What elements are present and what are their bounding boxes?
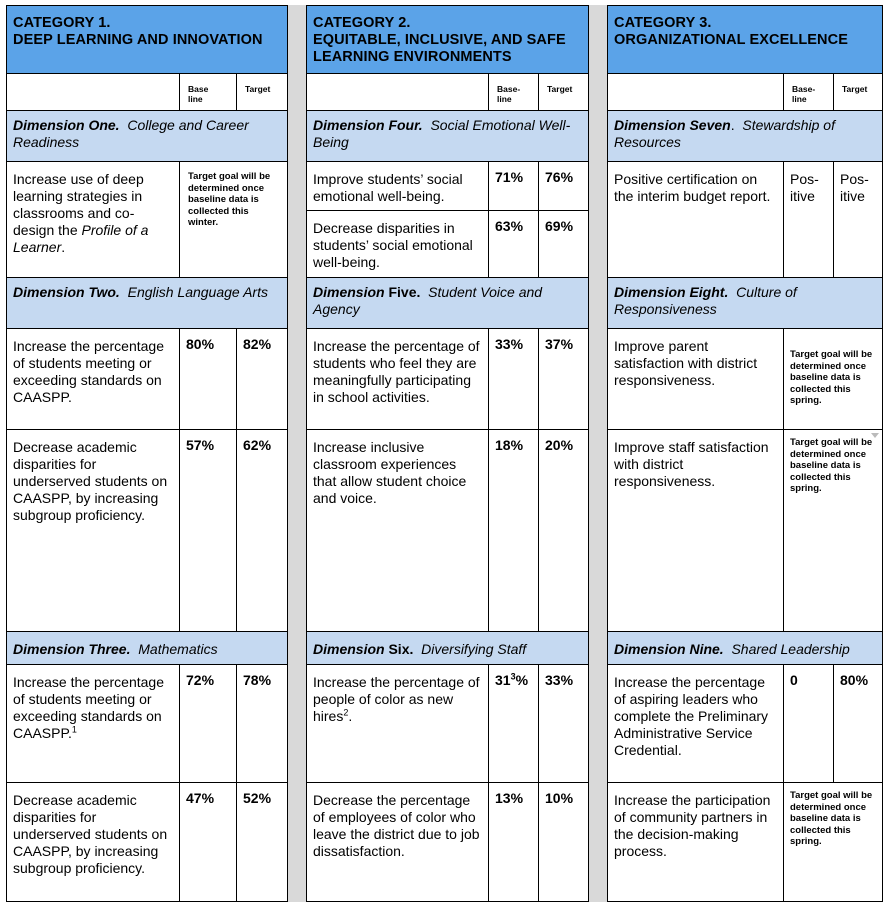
goal-text: Increase the percentage of aspiring leaders who complete the Preliminary Administrative Service Credential. [607,664,784,783]
cat2-target-column-header: Target [538,73,589,111]
goal-target: 52% [236,782,288,902]
goal-target-note: Target goal will be determined once baseline data is collected this spring. [783,328,883,430]
dimension-five-heading: Dimension Five. Student Voice and Agency [306,277,589,329]
goal-target-note: Target goal will be determined once baseline data is collected this winter. [179,161,288,278]
goal-baseline: 63% [488,210,539,278]
category-2-header: CATEGORY 2. EQUITABLE, INCLUSIVE, AND SAFE LEARNING ENVIRONMENTS [306,5,589,74]
goal-target: 33% [538,664,589,783]
dimension-four-heading: Dimension Four. Social Emotional Well-Being [306,110,589,162]
goal-target: 20% [538,429,589,632]
goal-target: 80% [833,664,883,783]
goal-baseline: 18% [488,429,539,632]
goal-baseline: Pos- itive [783,161,834,278]
goal-baseline: 33% [488,328,539,430]
goal-text: Decrease academic disparities for underserved students on CAASPP, by increasing subgroup proficiency. [6,429,180,632]
cat1-baseline-column-header: Base line [179,73,237,111]
cat3-baseline-column-header: Base- line [783,73,834,111]
cat3-target-column-header: Target [833,73,883,111]
category-1-header: CATEGORY 1. DEEP LEARNING AND INNOVATION [6,5,288,74]
goal-text: Decrease academic disparities for underserved students on CAASPP, by increasing subgroup proficiency. [6,782,180,902]
goal-baseline: 0 [783,664,834,783]
dimension-seven-heading: Dimension Seven. Stewardship of Resources [607,110,883,162]
goal-target: 69% [538,210,589,278]
goal-text: Positive certification on the interim budget report. [607,161,784,278]
cat1-column-header-blank [6,73,180,111]
goal-text: Increase use of deep learning strategies in classrooms and co-design the Profile of a Learner. [6,161,180,278]
goal-baseline: 13% [488,782,539,902]
goal-text: Increase the percentage of students who feel they are meaningfully participating in school activities. [306,328,489,430]
goal-text: Increase the percentage of students meeting or exceeding standards on CAASPP. [6,328,180,430]
goal-text: Improve staff satisfaction with district responsiveness. [607,429,784,632]
goal-target-note: Target goal will be determined once baseline data is collected this spring. [783,782,883,902]
goal-text: Improve parent satisfaction with district responsiveness. [607,328,784,430]
goal-text: Increase the percentage of students meeting or exceeding standards on CAASPP.$^1$ [6,664,180,783]
dropdown-corner-icon[interactable] [871,433,879,438]
cat2-baseline-column-header: Base- line [488,73,539,111]
goal-target: 78% [236,664,288,783]
goal-text: Increase the participation of community partners in the decision-making process. [607,782,784,902]
goal-target: 76% [538,161,589,211]
goal-baseline: $31^3\%$ [488,664,539,783]
goal-baseline: 57% [179,429,237,632]
dimension-two-heading: Dimension Two. English Language Arts [6,277,288,329]
goal-target: 82% [236,328,288,430]
goal-text: Increase the percentage of people of color as new hires$^2$. [306,664,489,783]
cat3-column-header-blank [607,73,784,111]
goal-target: 37% [538,328,589,430]
goal-target: 62% [236,429,288,632]
column-separator-1 [288,5,306,902]
dimension-one-heading: Dimension One. College and Career Readiness [6,110,288,162]
cat1-target-column-header: Target [236,73,288,111]
goal-baseline: 71% [488,161,539,211]
goal-baseline: 72% [179,664,237,783]
goal-baseline: 80% [179,328,237,430]
goal-target-note: Target goal will be determined once baseline data is collected this spring. [783,429,883,632]
dimension-nine-heading: Dimension Nine. Shared Leadership [607,631,883,665]
goal-baseline: 47% [179,782,237,902]
dimension-eight-heading: Dimension Eight. Culture of Responsiveness [607,277,883,329]
category-3-header: CATEGORY 3. ORGANIZATIONAL EXCELLENCE [607,5,883,74]
goal-text: Increase inclusive classroom experiences that allow student choice and voice. [306,429,489,632]
dimension-six-heading: Dimension Six. Diversifying Staff [306,631,589,665]
goal-text: Decrease the percentage of employees of color who leave the district due to job dissatisfaction. [306,782,489,902]
goal-target: Pos- itive [833,161,883,278]
goal-text: Improve students’ social emotional well-being. [306,161,489,211]
goal-target: 10% [538,782,589,902]
goal-text: Decrease disparities in students’ social emotional well-being. [306,210,489,278]
cat2-column-header-blank [306,73,489,111]
column-separator-2 [589,5,607,902]
dimension-three-heading: Dimension Three. Mathematics [6,631,288,665]
